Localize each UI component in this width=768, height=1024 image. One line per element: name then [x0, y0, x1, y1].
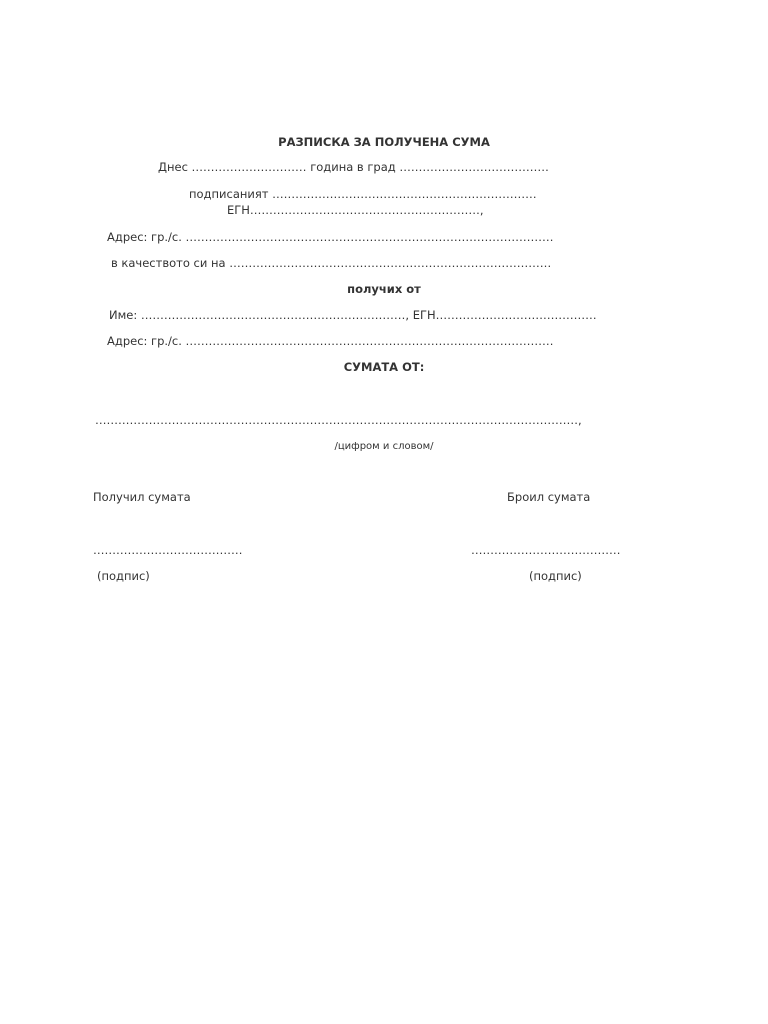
- egn-line: ЕГН……………………………………………………,: [227, 203, 484, 217]
- left-signature-label: Получил сумата: [93, 490, 191, 504]
- date-city-line: Днес ………………………… година в град …………………………………: [158, 160, 549, 174]
- left-signature-caption: (подпис): [97, 569, 150, 583]
- received-from-heading: получих от: [347, 282, 421, 296]
- sum-heading: СУМАТА ОТ:: [343, 360, 425, 374]
- signatory-line: подписаният ……………………………………………………………: [189, 187, 537, 201]
- sum-note: /цифром и словом/: [334, 441, 434, 452]
- right-signature-label: Броил сумата: [507, 490, 591, 504]
- capacity-line: в качеството си на …………………………………………………………………………: [111, 256, 552, 270]
- left-signature-dots: …………………………………: [93, 543, 243, 557]
- sum-line: ………………………………………………………………………………………………………………,: [95, 413, 582, 427]
- document-title: РАЗПИСКА ЗА ПОЛУЧЕНА СУМА: [278, 135, 490, 149]
- name-egn-line: Име: ……………………………………………………………, ЕГН……………………………………: [109, 308, 597, 322]
- right-signature-caption: (подпис): [529, 569, 582, 583]
- address-line-1: Адрес: гр./с. ……………………………………………………………………………………: [107, 230, 554, 244]
- right-signature-dots: …………………………………: [471, 543, 621, 557]
- address-line-2: Адрес: гр./с. ……………………………………………………………………………………: [107, 334, 554, 348]
